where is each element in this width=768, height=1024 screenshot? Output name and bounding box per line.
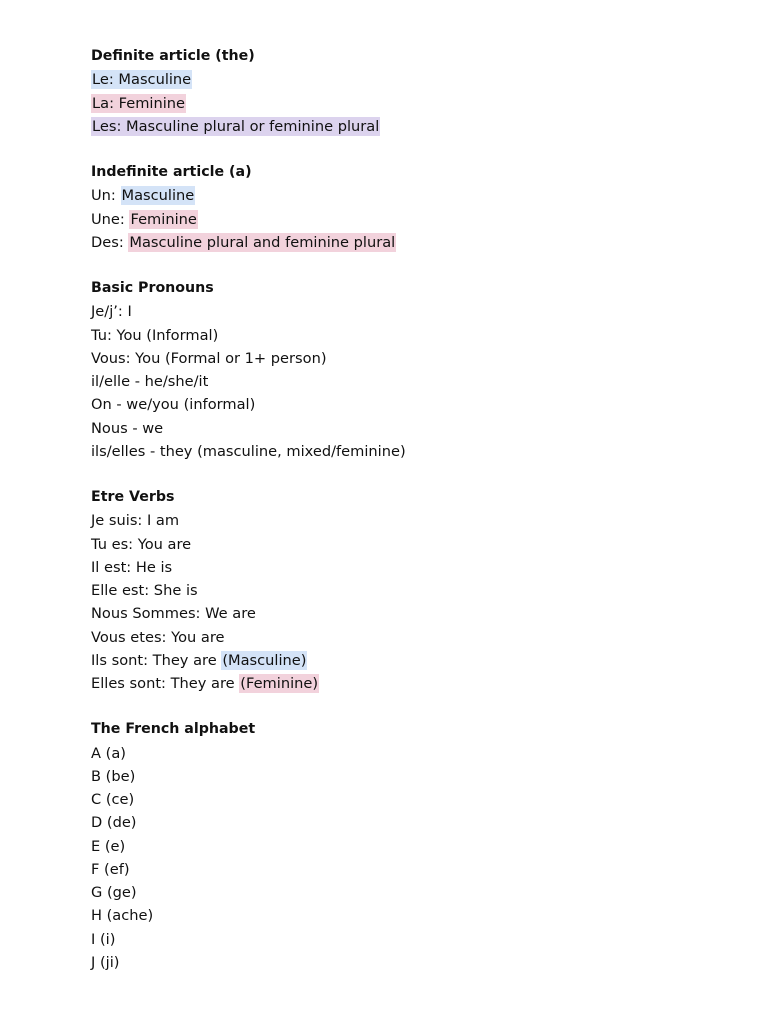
list-item [91, 184, 731, 207]
highlighted-text: Le: Masculine [92, 71, 192, 89]
section-heading: The French alphabet [91, 721, 256, 738]
list-item: ils/elles - they (masculine, mixed/feminine) [91, 442, 406, 460]
list-item [91, 208, 731, 231]
list-item: A (a) [91, 744, 126, 762]
highlighted-text: La: Feminine [92, 94, 186, 112]
highlighted-text: Les: Masculine plural or feminine plural [92, 117, 380, 135]
section-basic-pronouns [91, 277, 731, 463]
list-item: F (ef) [91, 860, 130, 878]
list-item: E (e) [91, 837, 126, 855]
section-definite-article [91, 45, 731, 138]
list-item: Vous: You (Formal or 1+ person) [91, 349, 327, 367]
list-item: H (ache) [91, 907, 154, 925]
list-item: Vous etes: You are [91, 628, 225, 646]
line-text: Une: [91, 210, 130, 228]
line-text: Elles sont: They are [91, 675, 240, 692]
list-item: G (ge) [91, 884, 137, 901]
list-item [91, 672, 731, 695]
list-item [91, 92, 731, 115]
section-heading: Indefinite article (a) [91, 164, 252, 180]
list-item: J (ji) [91, 953, 120, 971]
list-item: Elle est: She is [91, 582, 198, 599]
highlighted-text: Feminine [130, 210, 197, 228]
section-french-alphabet [91, 718, 731, 974]
section-heading: Definite article (the) [91, 48, 255, 64]
highlighted-text: Masculine [121, 187, 195, 205]
section-etre-verbs [91, 486, 731, 695]
highlighted-text: Masculine plural and feminine plural [129, 233, 396, 251]
list-item: I (i) [91, 930, 116, 948]
list-item: Tu es: You are [91, 535, 192, 553]
list-item: Il est: He is [91, 558, 173, 576]
section-heading: Basic Pronouns [91, 280, 214, 296]
list-item [91, 231, 731, 254]
list-item: C (ce) [91, 791, 135, 808]
list-item: B (be) [91, 767, 136, 785]
list-item [91, 649, 731, 672]
line-text: Ils sont: They are [91, 651, 222, 669]
list-item: Nous Sommes: We are [91, 605, 256, 623]
list-item: Tu: You (Informal) [91, 326, 219, 344]
highlighted-text: (Masculine) [222, 651, 307, 669]
list-item: On - we/you (informal) [91, 396, 256, 414]
list-item [91, 115, 731, 138]
line-text: Des: [91, 233, 129, 251]
list-item: Je/j’: I [91, 303, 132, 321]
document-body [91, 45, 731, 997]
section-heading: Etre Verbs [91, 489, 175, 505]
list-item: il/elle - he/she/it [91, 373, 209, 390]
section-indefinite-article [91, 161, 731, 254]
list-item: Je suis: I am [91, 512, 180, 530]
line-text: Un: [91, 187, 121, 205]
list-item [91, 68, 731, 91]
list-item: Nous - we [91, 419, 164, 437]
highlighted-text: (Feminine) [240, 675, 319, 692]
list-item: D (de) [91, 814, 137, 832]
